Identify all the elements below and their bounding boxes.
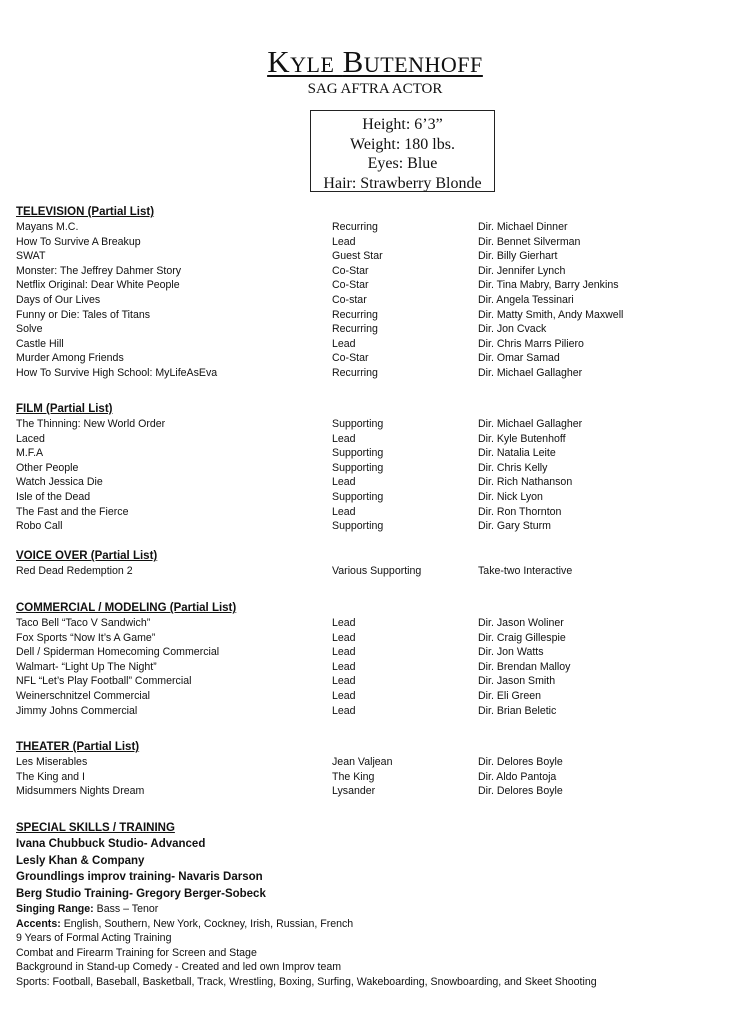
accents-value: English, Southern, New York, Cockney, Irish, Russian, French	[60, 917, 354, 930]
credit-row	[16, 446, 736, 461]
credit-role: Lead	[332, 505, 356, 518]
credit-role: Lead	[332, 476, 356, 489]
credit-title: Taco Bell “Taco V Sandwich”	[16, 617, 151, 629]
skill-line: Background in Stand-up Comedy - Created and led own Improv team	[16, 961, 342, 974]
skills-section	[16, 820, 736, 990]
credit-title: Watch Jessica Die	[16, 476, 103, 489]
credit-role: Lysander	[332, 785, 376, 798]
credit-role: Supporting	[332, 461, 384, 474]
credit-director: Dir. Billy Gierhart	[478, 250, 558, 263]
credit-row	[16, 249, 736, 264]
credit-row	[16, 631, 736, 646]
skill-line: Sports: Football, Baseball, Basketball, Track, Wrestling, Boxing, Surfing, Wakeboarding, Snowboarding, and Skeet Shooting	[16, 975, 597, 988]
commercial-heading: COMMERCIAL / MODELING (Partial List)	[16, 602, 237, 614]
credit-row	[16, 278, 736, 293]
credit-row	[16, 490, 736, 505]
credit-director: Dir. Chris Kelly	[478, 461, 548, 474]
credit-title: Laced	[16, 432, 45, 445]
credit-title: M.F.A	[16, 447, 44, 460]
credit-title: Weinerschnitzel Commercial	[16, 689, 151, 702]
credit-title: Robo Call	[16, 520, 63, 533]
credit-title: How To Survive High School: MyLifeAsEva	[16, 366, 218, 379]
credit-title: Days of Our Lives	[16, 293, 101, 306]
credit-role: Guest Star	[332, 250, 383, 263]
credit-title: Les Miserables	[16, 756, 88, 768]
training-item: Ivana Chubbuck Studio- Advanced	[16, 838, 206, 850]
credit-director: Dir. Aldo Pantoja	[478, 770, 557, 783]
credit-role: Lead	[332, 689, 356, 702]
stat-hair: Hair: Strawberry Blonde	[323, 174, 482, 192]
name-last: Butenhoff	[342, 44, 483, 79]
credit-row	[16, 645, 736, 660]
actor-name	[0, 44, 750, 80]
credit-role: Co-star	[332, 293, 367, 306]
credit-row	[16, 366, 736, 381]
credit-title: Funny or Die: Tales of Titans	[16, 308, 151, 321]
credit-role: The King	[332, 770, 375, 783]
credit-director: Dir. Craig Gillespie	[478, 631, 566, 644]
credit-row	[16, 784, 736, 799]
credit-role: Lead	[332, 432, 356, 445]
credit-director: Dir. Jon Watts	[478, 646, 544, 659]
credit-title: Isle of the Dead	[16, 490, 91, 503]
credit-row	[16, 519, 736, 534]
credit-row	[16, 220, 736, 235]
credit-title: Fox Sports “Now It’s A Game”	[16, 631, 156, 644]
credit-director: Dir. Rich Nathanson	[478, 476, 573, 489]
credit-row	[16, 689, 736, 704]
credit-director: Dir. Gary Sturm	[478, 520, 551, 533]
stats-box	[310, 110, 495, 192]
training-item: Lesly Khan & Company	[16, 854, 145, 867]
voice-over-section	[16, 548, 736, 579]
credit-title: Monster: The Jeffrey Dahmer Story	[16, 264, 182, 277]
credit-title: Midsummers Nights Dream	[16, 785, 145, 798]
stat-eyes: Eyes: Blue	[367, 155, 438, 172]
credit-role: Recurring	[332, 221, 378, 233]
credit-director: Dir. Angela Tessinari	[478, 293, 574, 306]
credit-director: Dir. Brendan Malloy	[478, 660, 571, 673]
accents	[16, 917, 736, 932]
theater-section	[16, 739, 736, 799]
credit-role: Co-Star	[332, 279, 369, 292]
credit-director: Dir. Jason Woliner	[478, 617, 564, 629]
voice-over-heading: VOICE OVER (Partial List)	[16, 550, 158, 562]
credit-director: Dir. Matty Smith, Andy Maxwell	[478, 308, 624, 321]
credit-title: NFL “Let’s Play Football” Commercial	[16, 675, 192, 688]
credit-role: Jean Valjean	[332, 756, 393, 768]
credit-role: Lead	[332, 704, 356, 717]
credit-row	[16, 417, 736, 432]
television-section	[16, 204, 736, 381]
credit-title: Mayans M.C.	[16, 221, 79, 233]
credit-row	[16, 264, 736, 279]
credit-title: Walmart- “Light Up The Night”	[16, 660, 157, 673]
credit-row	[16, 293, 736, 308]
film-section	[16, 401, 736, 534]
credit-row	[16, 461, 736, 476]
credit-director: Dir. Delores Boyle	[478, 756, 563, 768]
credit-row	[16, 755, 736, 770]
credit-director: Dir. Bennet Silverman	[478, 235, 581, 248]
singing-range	[16, 902, 736, 917]
credit-role: Recurring	[332, 308, 378, 321]
credit-role: Lead	[332, 675, 356, 688]
credit-row	[16, 660, 736, 675]
credit-director: Dir. Nick Lyon	[478, 490, 543, 503]
stat-weight: Weight: 180 lbs.	[350, 135, 455, 153]
credit-director: Dir. Delores Boyle	[478, 785, 563, 798]
credit-director: Dir. Ron Thornton	[478, 505, 562, 518]
credit-row	[16, 337, 736, 352]
union-subtitle: SAG AFTRA ACTOR	[307, 81, 443, 97]
credit-title: Red Dead Redemption 2	[16, 565, 133, 577]
credit-role: Lead	[332, 617, 356, 629]
credit-director: Dir. Tina Mabry, Barry Jenkins	[478, 279, 619, 292]
credit-role: Supporting	[332, 418, 384, 430]
singing-range-label: Singing Range:	[16, 903, 94, 915]
skill-line: Combat and Firearm Training for Screen and Stage	[16, 946, 257, 959]
credit-role: Supporting	[332, 520, 384, 533]
credit-row	[16, 322, 736, 337]
credit-role: Recurring	[332, 366, 378, 379]
credit-director: Dir. Jason Smith	[478, 675, 556, 688]
theater-heading: THEATER (Partial List)	[16, 741, 140, 753]
credit-title: Dell / Spiderman Homecoming Commercial	[16, 646, 220, 659]
credit-director: Dir. Eli Green	[478, 689, 541, 702]
credit-title: How To Survive A Breakup	[16, 235, 141, 248]
credit-row	[16, 674, 736, 689]
credit-director: Dir. Michael Gallagher	[478, 366, 583, 379]
credit-title: Jimmy Johns Commercial	[16, 704, 138, 717]
credit-title: Other People	[16, 461, 79, 474]
credit-title: Murder Among Friends	[16, 352, 124, 365]
credit-row	[16, 308, 736, 323]
accents-label: Accents:	[16, 917, 61, 930]
credit-role: Lead	[332, 646, 356, 659]
credit-row	[16, 704, 736, 719]
credit-role: Lead	[332, 660, 356, 673]
credit-director: Dir. Jennifer Lynch	[478, 264, 566, 277]
credit-row	[16, 505, 736, 520]
credit-director: Dir. Omar Samad	[478, 352, 560, 365]
singing-range-value: Bass – Tenor	[93, 903, 159, 915]
credit-role: Lead	[332, 337, 356, 350]
commercial-section	[16, 600, 736, 718]
skill-line: 9 Years of Formal Acting Training	[16, 932, 172, 945]
credit-row	[16, 616, 736, 631]
credit-row	[16, 475, 736, 490]
credit-role: Lead	[332, 235, 356, 248]
credit-title: The Thinning: New World Order	[16, 418, 166, 430]
training-item: Groundlings improv training- Navaris Darson	[16, 871, 263, 883]
credit-row	[16, 564, 736, 579]
credit-director: Dir. Natalia Leite	[478, 447, 556, 460]
credit-title: The King and I	[16, 770, 85, 783]
film-heading: FILM (Partial List)	[16, 403, 113, 415]
credit-title: SWAT	[16, 250, 46, 263]
credit-row	[16, 235, 736, 250]
credit-title: Netflix Original: Dear White People	[16, 279, 180, 292]
credit-role: Supporting	[332, 447, 384, 460]
credit-director: Dir. Chris Marrs Piliero	[478, 337, 584, 350]
skills-heading: SPECIAL SKILLS / TRAINING	[16, 822, 175, 834]
credit-director: Take-two Interactive	[478, 565, 573, 577]
credit-director: Dir. Brian Beletic	[478, 704, 557, 717]
credit-director: Dir. Kyle Butenhoff	[478, 432, 566, 445]
training-item: Berg Studio Training- Gregory Berger-Sobeck	[16, 887, 266, 900]
credit-title: Castle Hill	[16, 337, 64, 350]
credit-role: Co-Star	[332, 352, 369, 365]
television-heading: TELEVISION (Partial List)	[16, 206, 155, 218]
credit-director: Dir. Michael Gallagher	[478, 418, 583, 430]
credit-role: Supporting	[332, 490, 384, 503]
credit-row	[16, 351, 736, 366]
credit-role: Co-Star	[332, 264, 369, 277]
stat-height: Height: 6’3”	[362, 116, 443, 133]
credit-title: Solve	[16, 323, 43, 336]
credit-director: Dir. Jon Cvack	[478, 323, 547, 336]
credit-role: Various Supporting	[332, 565, 422, 577]
credit-role: Recurring	[332, 323, 378, 336]
credit-role: Lead	[332, 631, 356, 644]
name-first: Kyle	[267, 44, 335, 79]
credit-row	[16, 770, 736, 785]
credit-row	[16, 432, 736, 447]
credit-director: Dir. Michael Dinner	[478, 221, 568, 233]
credit-title: The Fast and the Fierce	[16, 505, 129, 518]
